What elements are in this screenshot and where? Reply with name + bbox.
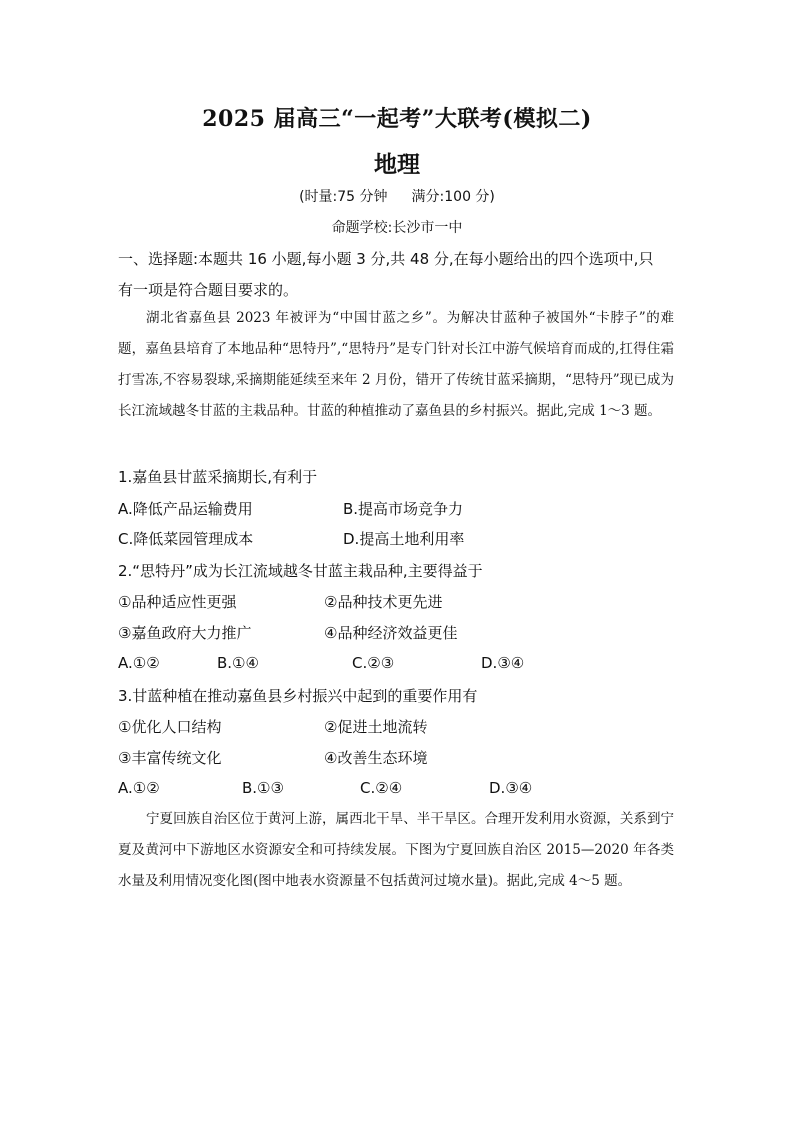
score-info: 满分:100 分)	[411, 189, 495, 205]
passage-cabbage: 湖北省嘉鱼县 2023 年被评为“中国甘蓝之乡”。为解决甘蓝种子被国外“卡脖子”的难题，嘉鱼县培育了本地品种“思特丹”,“思特丹”是专门针对长江中游气候培育而成的,扛得住霜打雪冻,不容易裂球,采摘期能延续至来年 2 月份，错开了传统甘蓝采摘期，“思特丹”现已成为长江流域越冬甘蓝的主栽品种。甘蓝的种植推动了嘉鱼县的乡村振兴。据此,完成 1～3 题。	[118, 310, 674, 419]
q1-option-c[interactable]: C.降低菜园管理成本	[118, 530, 254, 548]
q1-option-b[interactable]: B.提高市场竞争力	[343, 500, 464, 518]
q3-option-d[interactable]: D.③④	[489, 779, 533, 797]
q2-statement-4: ④品种经济效益更佳	[324, 624, 458, 642]
subject-title: 地理	[374, 151, 420, 178]
q2-statement-1: ①品种适应性更强	[118, 593, 237, 611]
q2-statement-2: ②品种技术更先进	[324, 593, 443, 611]
q3-option-c[interactable]: C.②④	[360, 779, 403, 797]
q2-option-c[interactable]: C.②③	[352, 654, 395, 672]
section-intro-line-2: 有一项是符合题目要求的。	[118, 281, 299, 299]
exam-meta	[0, 186, 794, 206]
setting-school: 命题学校:长沙市一中	[331, 220, 463, 236]
q3-statement-4: ④改善生态环境	[324, 749, 428, 767]
q2-option-b[interactable]: B.①④	[217, 654, 259, 672]
question-3-stem: 3.甘蓝种植在推动嘉鱼县乡村振兴中起到的重要作用有	[118, 687, 478, 705]
q3-option-a[interactable]: A.①②	[118, 779, 160, 797]
q2-option-d[interactable]: D.③④	[481, 654, 525, 672]
q3-statement-3: ③丰富传统文化	[118, 749, 222, 767]
q1-option-a[interactable]: A.降低产品运输费用	[118, 500, 253, 518]
question-2-stem: 2.“思特丹”成为长江流域越冬甘蓝主栽品种,主要得益于	[118, 562, 483, 580]
time-info: (时量:75 分钟	[299, 189, 388, 205]
q3-statement-2: ②促进土地流转	[324, 718, 428, 736]
q2-statement-3: ③嘉鱼政府大力推广	[118, 624, 252, 642]
q3-option-b[interactable]: B.①③	[242, 779, 284, 797]
passage-ningxia: 宁夏回族自治区位于黄河上游，属西北干旱、半干旱区。合理开发利用水资源，关系到宁夏及黄河中下游地区水资源安全和可持续发展。下图为宁夏回族自治区 2015—2020 年各类水量及利用情况变化图(图中地表水资源量不包括黄河过境水量)。据此,完成 4～5 题。	[118, 811, 674, 889]
q1-option-d[interactable]: D.提高土地利用率	[343, 530, 465, 548]
question-1-stem: 1.嘉鱼县甘蓝采摘期长,有利于	[118, 468, 318, 486]
section-intro-line-1: 一、选择题:本题共 16 小题,每小题 3 分,共 48 分,在每小题给出的四个选项中,只	[118, 250, 654, 268]
exam-title: 2025 届高三“一起考”大联考(模拟二)	[202, 106, 592, 132]
q2-option-a[interactable]: A.①②	[118, 654, 160, 672]
q3-statement-1: ①优化人口结构	[118, 718, 222, 736]
